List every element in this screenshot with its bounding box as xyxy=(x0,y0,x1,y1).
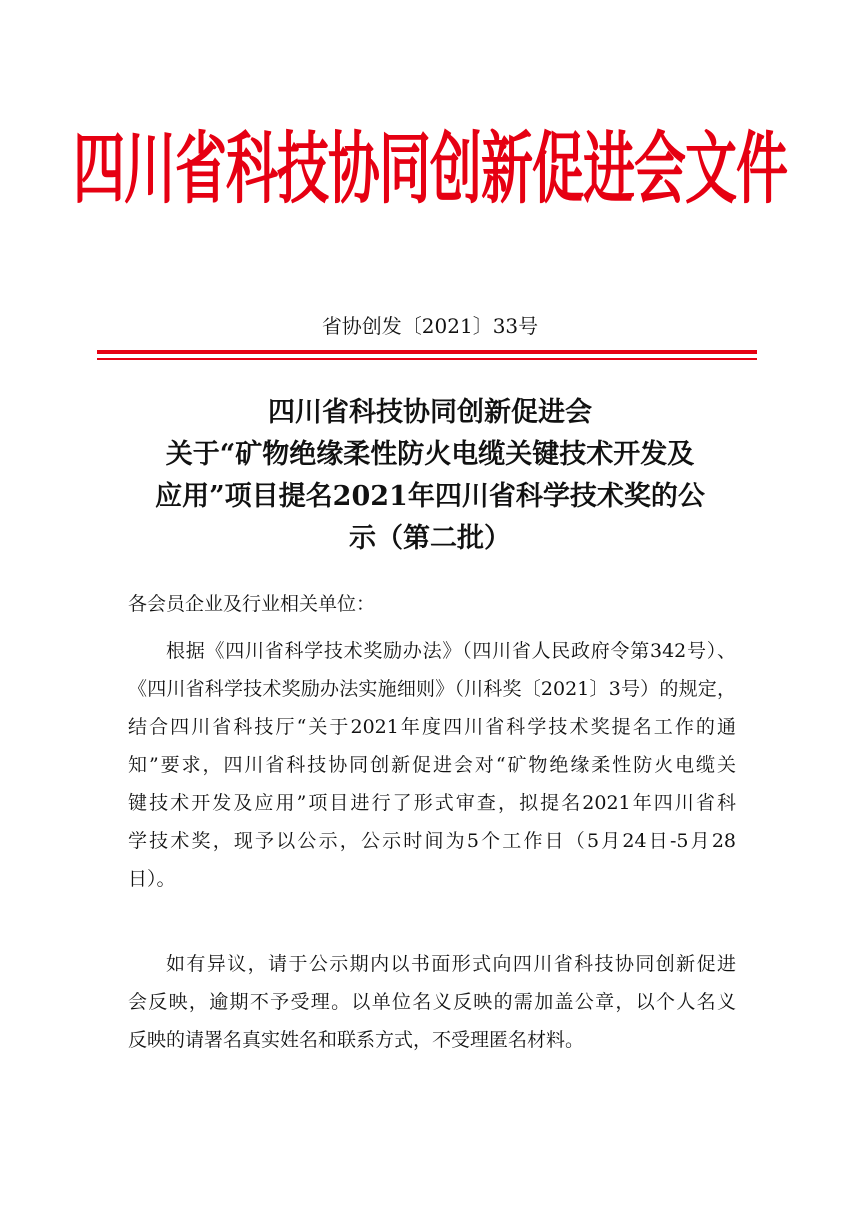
paragraph-line: 如有异议，请于公示期内以书面形式向四川省科技协同创新促进 xyxy=(166,953,736,975)
title-line: 示（第二批） xyxy=(349,523,511,554)
document-header-title: 四川省科技协同创新促进会文件 xyxy=(72,125,787,215)
title-line: 应用”项目提名2021年四川省科学技术奖的公 xyxy=(155,481,705,512)
body-paragraph-1 xyxy=(128,632,736,898)
paragraph-line: 会反映，逾期不予受理。以单位名义反映的需加盖公章，以个人名义 xyxy=(128,991,736,1013)
paragraph-line: 键技术开发及应用”项目进行了形式审查，拟提名2021年四川省科 xyxy=(128,792,736,814)
paragraph-line: 结合四川省科技厅“关于2021年度四川省科学技术奖提名工作的通 xyxy=(128,716,736,738)
title-line: 关于“矿物绝缘柔性防火电缆关键技术开发及 xyxy=(165,439,695,470)
paragraph-line: 日）。 xyxy=(128,868,176,890)
salutation: 各会员企业及行业相关单位： xyxy=(128,593,376,615)
red-divider-thick xyxy=(97,350,757,354)
paragraph-line: 知”要求，四川省科技协同创新促进会对“矿物绝缘柔性防火电缆关 xyxy=(128,754,736,776)
paragraph-line: 反映的请署名真实姓名和联系方式，不受理匿名材料。 xyxy=(128,1029,585,1051)
paragraph-line: 《四川省科学技术奖励办法实施细则》（川科奖〔2021〕3号）的规定， xyxy=(128,678,736,700)
title-line: 四川省科技协同创新促进会 xyxy=(268,397,592,428)
body-paragraph-2 xyxy=(128,945,736,1059)
paragraph-line: 根据《四川省科学技术奖励办法》（四川省人民政府令第342号）、 xyxy=(166,640,736,662)
paragraph-line: 学技术奖，现予以公示，公示时间为5个工作日（5月24日-5月28 xyxy=(128,830,736,852)
document-number: 省协创发〔2021〕33号 xyxy=(321,314,539,338)
red-divider-thin xyxy=(97,358,757,360)
notice-title xyxy=(110,392,750,560)
